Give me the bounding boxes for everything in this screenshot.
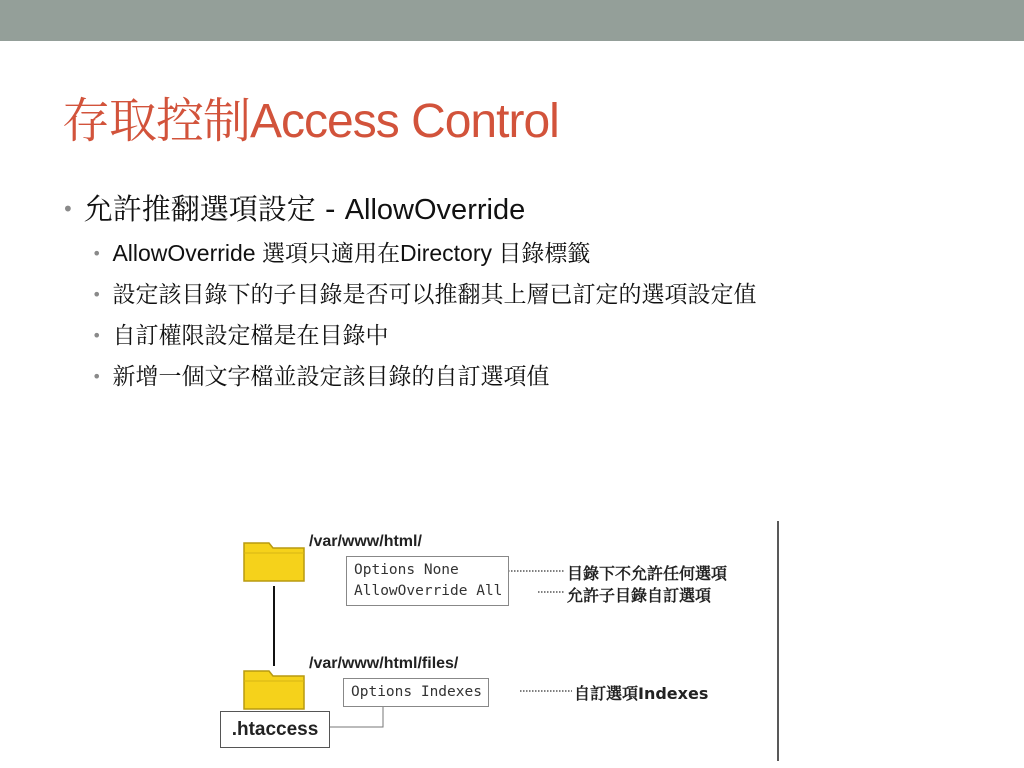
sub-bullet-text: AllowOverride 選項只適用在Directory 目錄標籤 — [112, 240, 591, 266]
access-control-diagram — [193, 521, 783, 761]
main-bullet-keyword: AllowOverride — [344, 194, 526, 226]
folder-icon-bottom — [244, 671, 304, 709]
note-allow-override: 允許子目錄自訂選項 — [567, 586, 712, 605]
options-code-bottom — [343, 678, 489, 707]
slide-title-cjk: 存取控制 — [62, 93, 251, 149]
sub-bullet-text: 設定該目錄下的子目錄是否可以推翻其上層已訂定的選項設定值 — [112, 282, 757, 308]
code-line: Options None — [354, 562, 459, 578]
top-accent-bar — [0, 0, 1024, 41]
sub-bullet — [92, 358, 549, 391]
sub-bullet-text: 新增一個文字檔並設定該目錄的自訂選項值 — [112, 364, 550, 390]
note-custom-indexes: 自訂選項Indexes — [574, 684, 709, 703]
sub-bullet — [92, 276, 756, 309]
folder-icon-top — [244, 543, 304, 581]
bullet-dot: • — [92, 244, 102, 263]
main-bullet — [62, 187, 525, 228]
code-line: Options Indexes — [351, 684, 482, 700]
main-bullet-prefix: 允許推翻選項設定 - — [83, 192, 345, 226]
sub-bullet — [92, 317, 388, 350]
folder-path-top: /var/www/html/ — [309, 533, 422, 550]
options-code-top — [346, 556, 509, 606]
bullet-dot: • — [62, 197, 74, 221]
bullet-dot: • — [92, 367, 102, 386]
slide-title-latin: Access Control — [250, 95, 559, 148]
sub-bullet — [92, 235, 590, 268]
htaccess-file-box: .htaccess — [220, 711, 330, 748]
bullet-dot: • — [92, 326, 102, 345]
note-no-options: 目錄下不允許任何選項 — [567, 564, 728, 583]
sub-bullet-text: 自訂權限設定檔是在目錄中 — [112, 323, 389, 349]
folder-path-bottom: /var/www/html/files/ — [309, 655, 459, 672]
slide-title — [62, 82, 559, 151]
code-line: AllowOverride All — [354, 583, 503, 599]
bullet-dot: • — [92, 285, 102, 304]
